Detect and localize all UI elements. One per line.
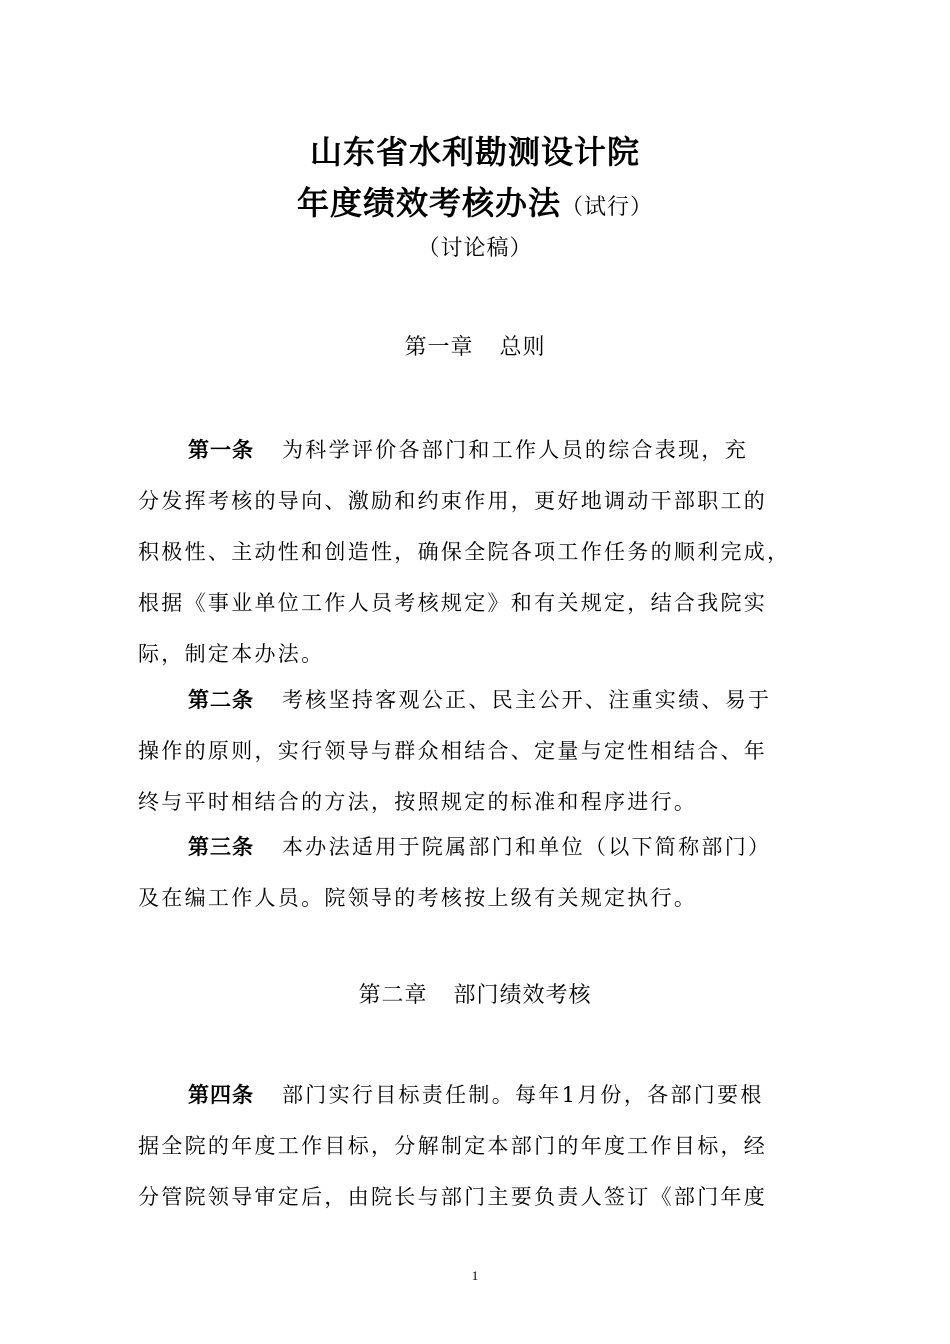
paragraph-line (138, 425, 816, 476)
paragraph-line (138, 822, 816, 873)
chapter-heading (0, 979, 950, 1013)
document-subtitle: （讨论稿） (417, 236, 533, 261)
paragraph-line: 分发挥考核的导向、激励和约束作用，更好地调动干部职工的 (138, 489, 768, 513)
chapter-number: 第一章 (404, 335, 474, 360)
chapter-name: 部门绩效考核 (453, 983, 592, 1008)
paragraph-line: 积极性、主动性和创造性，确保全院各项工作任务的顺利完成， (138, 540, 791, 564)
article-number: 第四条 (188, 1083, 254, 1107)
article-text: 部门实行目标责任制。每年1月份，各部门要根 (282, 1083, 764, 1107)
article-number: 第二条 (188, 688, 254, 712)
article-text: 本办法适用于院属部门和单位（以下简称部门） (282, 835, 772, 859)
chapter-heading (0, 331, 950, 365)
chapter-number: 第二章 (358, 983, 428, 1008)
document-title-main: 年度绩效考核办法 (296, 184, 561, 222)
article-paragraph (138, 822, 816, 924)
paragraph-line: 及在编工作人员。院领导的考核按上级有关规定执行。 (138, 886, 698, 910)
paragraph-line: 分管院领导审定后，由院长与部门主要负责人签订《部门年度 (138, 1185, 768, 1209)
page-number: 1 (471, 1268, 479, 1283)
article-text: 为科学评价各部门和工作人员的综合表现，充 (282, 438, 748, 462)
paragraph-line: 根据《事业单位工作人员考核规定》和有关规定，结合我院实 (138, 591, 768, 615)
paragraph-line (138, 1070, 816, 1121)
chapter-name: 总则 (499, 335, 546, 360)
article-text: 考核坚持客观公正、民主公开、注重实绩、易于 (282, 688, 772, 712)
article-paragraph (138, 675, 816, 828)
article-paragraph (138, 1070, 816, 1223)
article-number: 第三条 (188, 835, 254, 859)
paragraph-line (138, 675, 816, 726)
paragraph-line: 际，制定本办法。 (138, 642, 325, 666)
paragraph-line: 操作的原则，实行领导与群众相结合、定量与定性相结合、年 (138, 739, 768, 763)
paragraph-line: 据全院的年度工作目标，分解制定本部门的年度工作目标，经 (138, 1134, 768, 1158)
paragraph-line: 终与平时相结合的方法，按照规定的标准和程序进行。 (138, 790, 698, 814)
document-title-line1: 山东省水利勘测设计院 (309, 133, 640, 171)
article-paragraph (138, 425, 816, 680)
article-number: 第一条 (188, 438, 254, 462)
document-title-line2 (0, 183, 950, 228)
document-title-suffix: （试行） (561, 195, 654, 220)
